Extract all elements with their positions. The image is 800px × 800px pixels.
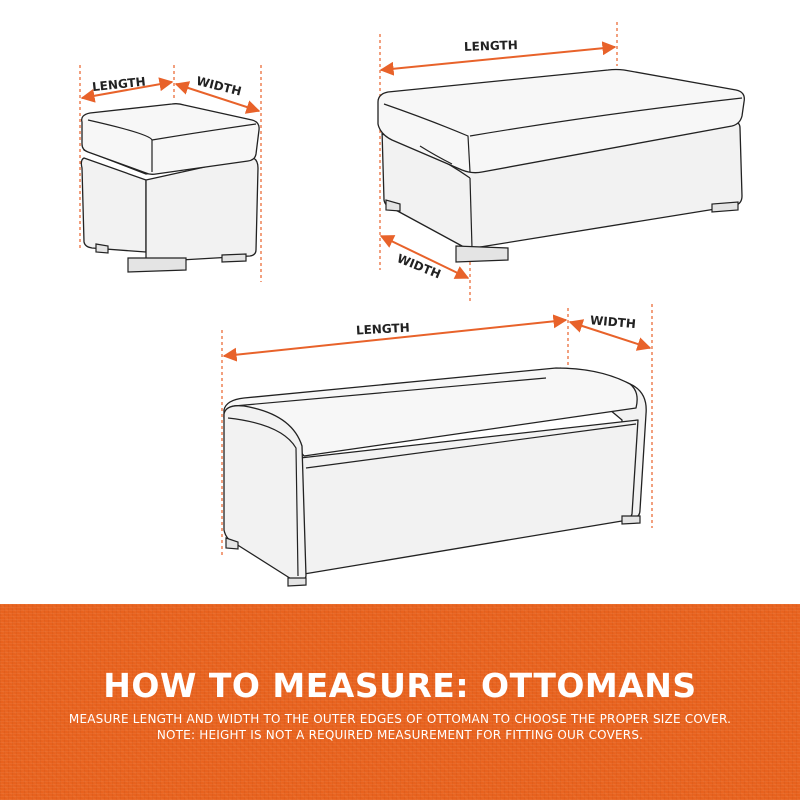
banner-instruction: MEASURE LENGTH AND WIDTH TO THE OUTER EDGES OF OTTOMAN TO CHOOSE THE PROPER SIZE COVER. — [68, 712, 732, 726]
rectangular-ottoman-illustration — [378, 22, 744, 302]
instruction-banner — [0, 604, 800, 800]
bench-width-label: WIDTH — [589, 313, 637, 332]
storage-bench-illustration — [222, 304, 652, 586]
banner-note: NOTE: HEIGHT IS NOT A REQUIRED MEASUREMENT FOR FITTING OUR COVERS. — [156, 728, 644, 742]
square-ottoman-illustration — [80, 65, 261, 282]
rect-width-label: WIDTH — [394, 251, 443, 282]
square-width-label: WIDTH — [194, 73, 243, 99]
rect-length-label: LENGTH — [463, 38, 518, 54]
square-length-label: LENGTH — [91, 74, 147, 95]
banner-title: HOW TO MEASURE: OTTOMANS — [103, 666, 697, 705]
bench-length-label: LENGTH — [355, 320, 411, 338]
